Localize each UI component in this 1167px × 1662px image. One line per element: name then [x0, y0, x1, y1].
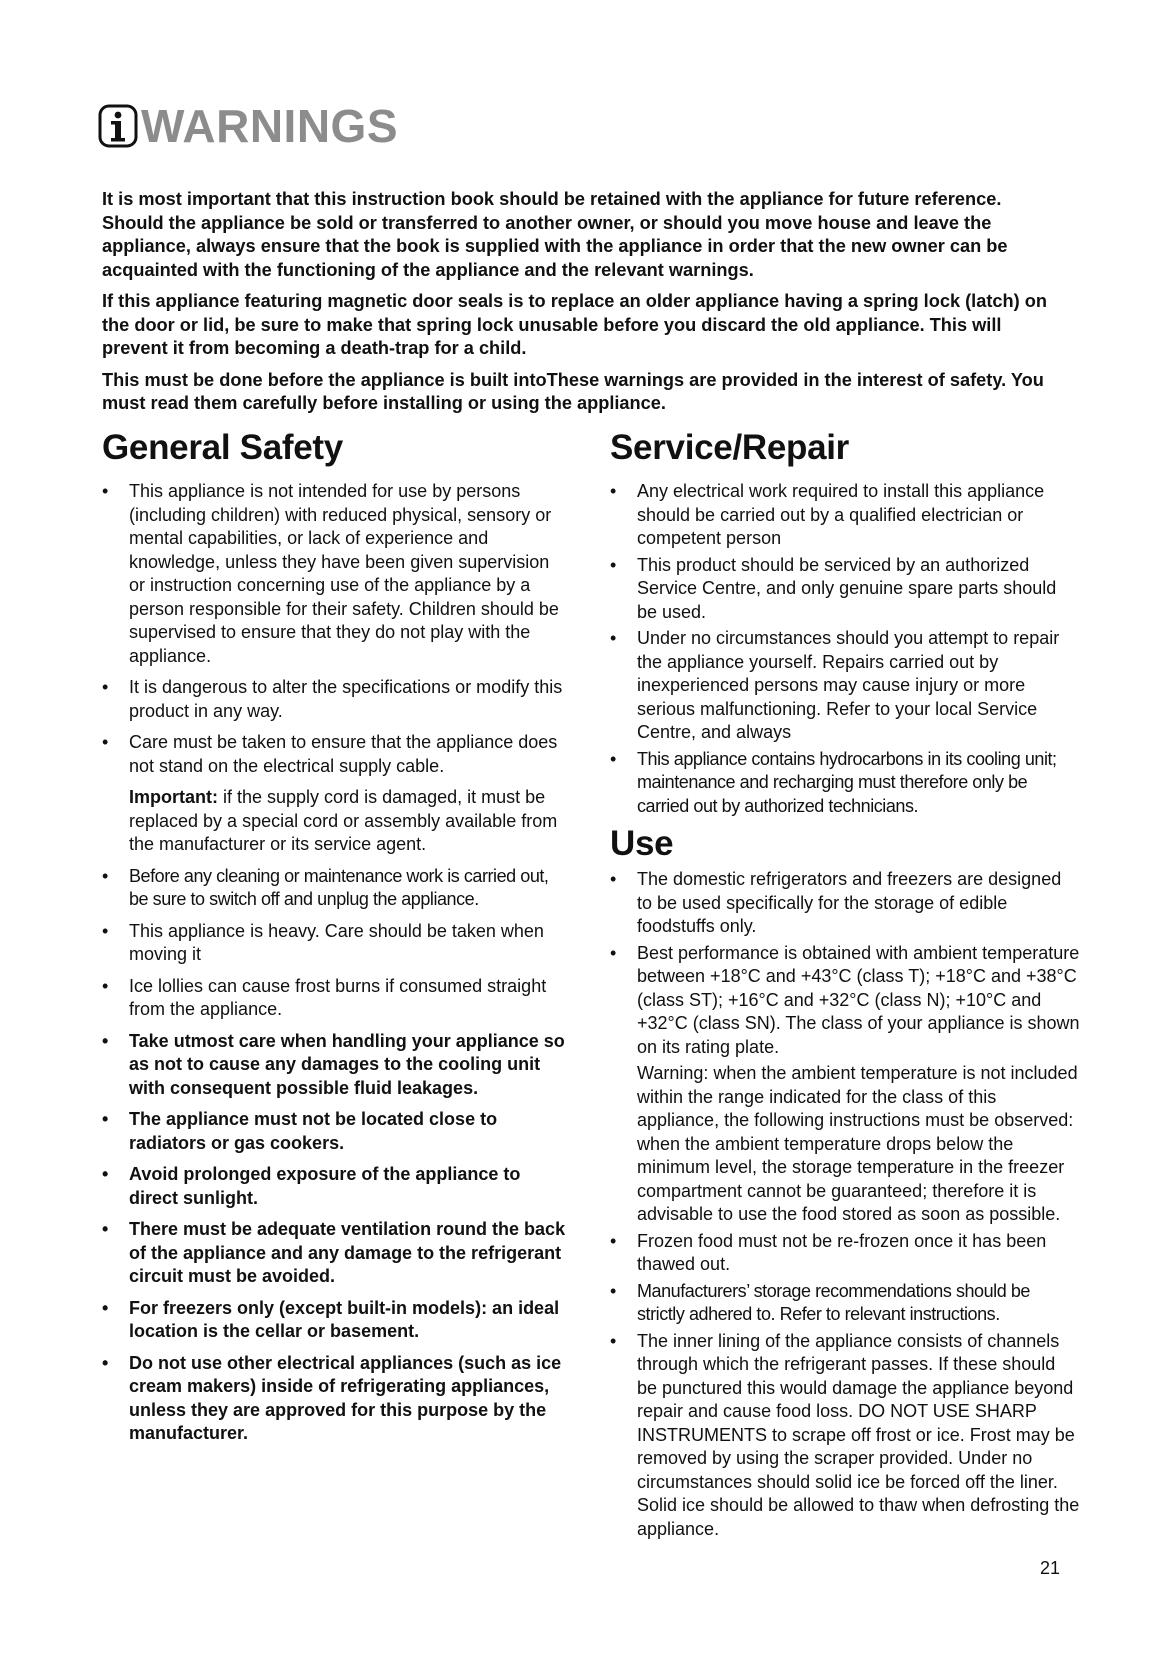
- service-repair-list: [610, 480, 1080, 818]
- page-number: 21: [1040, 1558, 1061, 1578]
- list-item: • For freezers only (except built-in models): an ideal location is the cellar or basement.: [102, 1297, 570, 1344]
- list-item: • Ice lollies can cause frost burns if consumed straight from the appliance.: [102, 975, 570, 1022]
- important-note: [102, 786, 570, 857]
- list-item: • This product should be serviced by an authorized Service Centre, and only genuine spare parts should be used.: [610, 554, 1080, 625]
- general-safety-list: [102, 480, 570, 1446]
- warning-note: Warning: when the ambient temperature is not included within the range indicated for the class of this appliance, the following instructions must be observed: when the ambient temperature drops below the minimum level, the storage temperature in the freezer compartment cannot be guaranteed; therefore it is advisable to use the food stored as soon as possible.: [637, 1063, 1078, 1224]
- list-item: • Care must be taken to ensure that the appliance does not stand on the electrical supply cable.: [102, 731, 570, 778]
- important-label: Important:: [129, 787, 218, 807]
- list-item: • Do not use other electrical appliances (such as ice cream makers) inside of refrigerating appliances, unless they are approved for this purpose by the manufacturer.: [102, 1352, 570, 1446]
- list-item: • The inner lining of the appliance consists of channels through which the refrigerant passes. If these should be punctured this would damage the appliance beyond repair and cause food loss. DO NOT USE SHARP INSTRUMENTS to scrape off frost or ice. Frost may be removed by using the scraper provided. Under no circumstances should solid ice be forced off the liner. Solid ice should be allowed to thaw when defrosting the appliance.: [610, 1330, 1080, 1542]
- page-title: WARNINGS: [141, 100, 398, 152]
- important-text: if the supply cord is damaged, it must be replaced by a special cord or assembly available from the manufacturer or its service agent.: [129, 787, 558, 854]
- list-item: • Frozen food must not be re-frozen once it has been thawed out.: [610, 1230, 1080, 1277]
- list-item: • This appliance is not intended for use by persons (including children) with reduced physical, sensory or mental capabilities, or lack of experience and knowledge, unless they have been given supervision or instruction concerning use of the appliance by a person responsible for their safety. Children should be supervised to ensure that they do not play with the appliance.: [102, 480, 570, 668]
- info-icon: [98, 103, 138, 149]
- general-safety-column: [102, 428, 570, 1454]
- list-item: • Take utmost care when handling your appliance so as not to cause any damages to the cooling unit with consequent possible fluid leakages.: [102, 1030, 570, 1101]
- list-item: • Before any cleaning or maintenance work is carried out, be sure to switch off and unplug the appliance.: [102, 865, 570, 912]
- list-item: • Under no circumstances should you attempt to repair the appliance yourself. Repairs carried out by inexperienced persons may cause injury or more serious malfunctioning. Refer to your local Service Centre, and always: [610, 627, 1080, 745]
- intro-paragraph: This must be done before the appliance is built intoThese warnings are provided in the interest of safety. You must read them carefully before installing or using the appliance.: [102, 369, 1044, 413]
- list-item: • Avoid prolonged exposure of the appliance to direct sunlight.: [102, 1163, 570, 1210]
- list-item: • This appliance is heavy. Care should be taken when moving it: [102, 920, 570, 967]
- general-safety-heading: General Safety: [102, 428, 343, 467]
- list-item: • It is dangerous to alter the specifications or modify this product in any way.: [102, 676, 570, 723]
- use-heading: Use: [610, 824, 674, 863]
- intro-paragraph: If this appliance featuring magnetic door seals is to replace an older appliance having a spring lock (latch) on the door or lid, be sure to make that spring lock unusable before you discard the old appliance. This will prevent it from becoming a death-trap for a child.: [102, 291, 1047, 358]
- title-row: [98, 100, 398, 152]
- list-item: • Best performance is obtained with ambient temperature between +18°C and +43°C (class T); +18°C and +38°C (class ST); +16°C and +32°C (class N); +10°C and +32°C (class SN). The class of your appliance is shown on its rating plate.: [610, 942, 1080, 1060]
- list-item: • This appliance contains hydrocarbons in its cooling unit; maintenance and recharging must therefore only be carried out by authorized technicians.: [610, 748, 1080, 819]
- intro-paragraph: It is most important that this instruction book should be retained with the appliance for future reference. Should the appliance be sold or transferred to another owner, or should you move house and leave the appliance, always ensure that the book is supplied with the appliance in order that the new owner can be acquainted with the functioning of the appliance and the relevant warnings.: [102, 189, 1008, 280]
- service-use-column: [610, 428, 1080, 1544]
- list-item: • The domestic refrigerators and freezers are designed to be used specifically for the storage of edible foodstuffs only.: [610, 868, 1080, 939]
- list-item: • Manufacturers’ storage recommendations should be strictly adhered to. Refer to relevant instructions.: [610, 1280, 1080, 1327]
- intro-text: [102, 188, 1062, 424]
- list-item: • Any electrical work required to install this appliance should be carried out by a qualified electrician or competent person: [610, 480, 1080, 551]
- list-item: • There must be adequate ventilation round the back of the appliance and any damage to the refrigerant circuit must be avoided.: [102, 1218, 570, 1289]
- list-item: • The appliance must not be located close to radiators or gas cookers.: [102, 1108, 570, 1155]
- service-repair-heading: Service/Repair: [610, 428, 850, 467]
- use-list: [610, 868, 1080, 1541]
